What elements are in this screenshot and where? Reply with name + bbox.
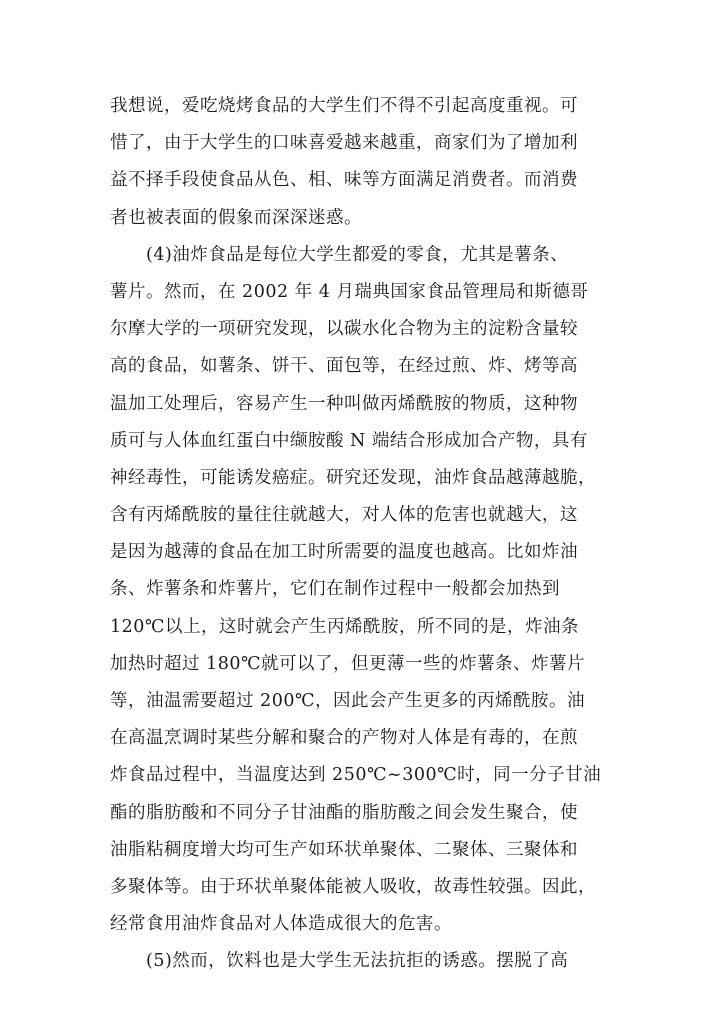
text-line: 条、炸薯条和炸薯片，它们在制作过程中一般都会加热到	[110, 579, 560, 600]
paragraph-5-start: (5)然而，饮料也是大学生无法抗拒的诱惑。摆脱了高	[146, 951, 569, 972]
text-line: 温加工处理后，容易产生一种叫做丙烯酰胺的物质，这种物	[110, 393, 578, 414]
text-line: 惜了，由于大学生的口味喜爱越来越重，商家们为了增加利	[110, 133, 578, 154]
text-line: 在高温烹调时某些分解和聚合的产物对人体是有毒的，在煎	[110, 728, 578, 749]
text-line: 质可与人体血红蛋白中缬胺酸 N 端结合形成加合产物，具有	[110, 430, 588, 451]
text-line: 益不择手段使食品从色、相、味等方面满足消费者。而消费	[110, 170, 578, 191]
text-line: 多聚体等。由于环状单聚体能被人吸收，故毒性较强。因此，	[110, 876, 596, 897]
text-line: 神经毒性，可能诱发癌症。研究还发现，油炸食品越薄越脆，	[110, 467, 596, 488]
text-line: 油脂粘稠度增大均可生产如环状单聚体、二聚体、三聚体和	[110, 839, 578, 860]
text-line: 加热时超过 180℃就可以了，但更薄一些的炸薯条、炸薯片	[110, 653, 586, 674]
body-text	[110, 88, 616, 981]
text-line: 等，油温需要超过 200℃，因此会产生更多的丙烯酰胺。油	[110, 691, 586, 711]
paragraph-4-start: (4)油炸食品是每位大学生都爱的零食，尤其是薯条、	[146, 244, 569, 265]
text-line: 者也被表面的假象而深深迷惑。	[110, 207, 362, 228]
text-line: 含有丙烯酰胺的量往往就越大，对人体的危害也就越大，这	[110, 505, 578, 526]
text-line: 薯片。然而，在 2002 年 4 月瑞典国家食品管理局和斯德哥	[110, 281, 589, 302]
text-line: 我想说，爱吃烧烤食品的大学生们不得不引起高度重视。可	[110, 96, 578, 116]
text-line: 是因为越薄的食品在加工时所需要的温度也越高。比如炸油	[110, 542, 578, 563]
text-line: 酯的脂肪酸和不同分子甘油酯的脂肪酸之间会发生聚合，使	[110, 802, 578, 823]
text-line: 经常食用油炸食品对人体造成很大的危害。	[110, 914, 452, 935]
text-line: 炸食品过程中，当温度达到 250℃~300℃时，同一分子甘油	[110, 765, 602, 786]
text-line: 120℃以上，这时就会产生丙烯酰胺，所不同的是，炸油条	[110, 616, 579, 637]
text-line: 高的食品，如薯条、饼干、面包等，在经过煎、炸、烤等高	[110, 356, 578, 377]
text-line: 尔摩大学的一项研究发现，以碳水化合物为主的淀粉含量较	[110, 319, 578, 340]
